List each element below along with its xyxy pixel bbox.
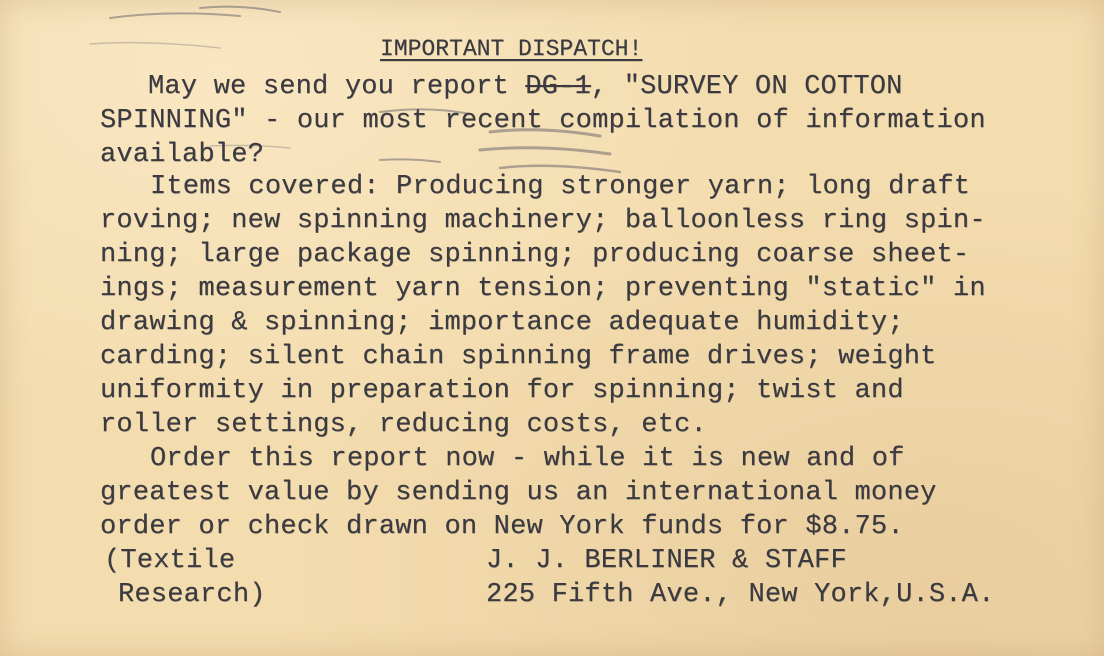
paragraph-1-line-2: SPINNING" - our most recent compilation of information (100, 106, 986, 136)
paragraph-2-line-7: uniformity in preparation for spinning; twist and (100, 376, 904, 406)
paragraph-2-line-8: roller settings, reducing costs, etc. (100, 410, 707, 440)
paragraph-2-line-1: Items covered: Producing stronger yarn; long draft (150, 172, 971, 202)
sender-name: J. J. BERLINER & STAFF (486, 546, 847, 576)
headline-title: IMPORTANT DISPATCH! (380, 36, 643, 62)
text-fragment: , "SURVEY ON COTTON (590, 72, 903, 102)
footer-department-line-2: Research) (118, 580, 266, 610)
sender-address: 225 Fifth Ave., New York,U.S.A. (486, 580, 995, 610)
paragraph-2-line-2: roving; new spinning machinery; balloonless ring spin- (100, 206, 986, 236)
struck-report-code: DG-1 (525, 72, 591, 102)
paragraph-3-line-2: greatest value by sending us an international money (100, 478, 937, 508)
paragraph-3-line-1: Order this report now - while it is new and of (150, 444, 905, 474)
paragraph-2-line-5: drawing & spinning; importance adequate humidity; (100, 308, 904, 338)
text-fragment: May we send you report (148, 72, 526, 102)
paragraph-2-line-6: carding; silent chain spinning frame drives; weight (100, 342, 937, 372)
paragraph-2-line-3: ning; large package spinning; producing coarse sheet- (100, 240, 970, 270)
footer-department-line-1: (Textile (104, 546, 236, 576)
paragraph-1-line-1 (148, 72, 903, 102)
paragraph-1-line-3: available? (100, 140, 265, 170)
paragraph-3-line-3: order or check drawn on New York funds for $8.75. (100, 512, 904, 542)
paragraph-2-line-4: ings; measurement yarn tension; preventing "static" in (100, 274, 986, 304)
